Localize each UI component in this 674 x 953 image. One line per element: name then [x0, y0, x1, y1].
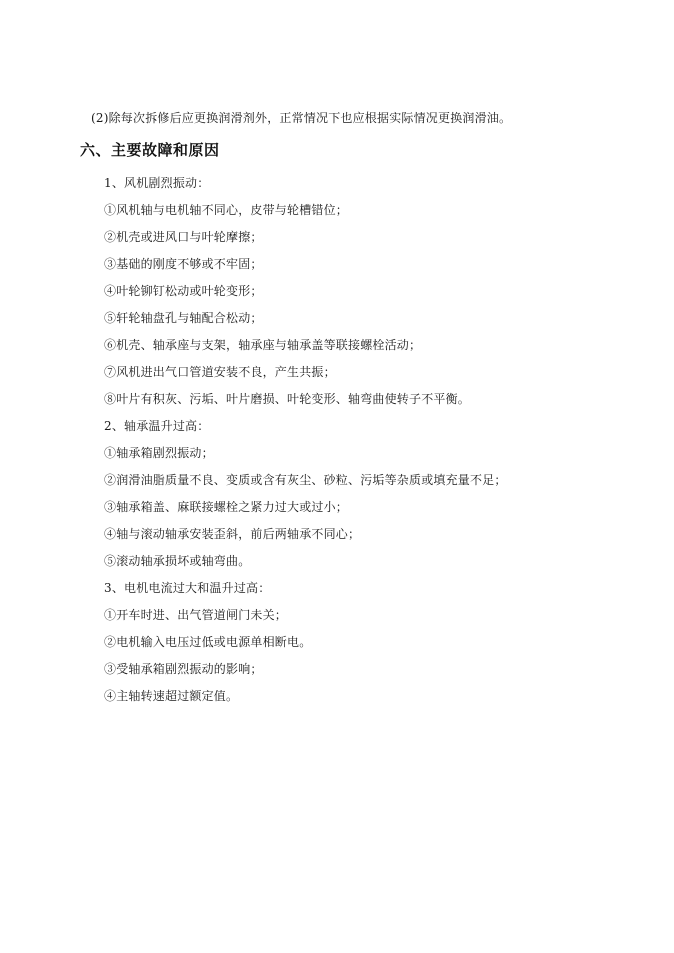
list-item: ①风机轴与电机轴不同心，皮带与轮槽错位； [104, 203, 349, 217]
list-item: ⑤滚动轴承损坏或轴弯曲。 [104, 554, 251, 568]
list-item: ④主轴转速超过额定值。 [104, 689, 239, 703]
group-heading-motor-current: 3、电机电流过大和温升过高： [104, 581, 271, 595]
section-title: 六、主要故障和原因 [80, 141, 220, 159]
list-item: ③基础的刚度不够或不牢固； [104, 257, 263, 271]
list-item: ⑦风机进出气口管道安装不良，产生共振； [104, 365, 336, 379]
list-item: ⑧叶片有积灰、污垢、叶片磨损、叶轮变形、轴弯曲使转子不平衡。 [104, 392, 471, 406]
list-item: ②润滑油脂质量不良、变质或含有灰尘、砂粒、污垢等杂质或填充量不足； [104, 473, 507, 487]
group-heading-bearing-temperature: 2、轴承温升过高： [104, 419, 210, 433]
intro-note: (2)除每次拆修后应更换润滑剂外，正常情况下也应根据实际情况更换润滑油。 [91, 111, 512, 125]
list-item: ③轴承箱盖、麻联接螺栓之紧力过大或过小； [104, 500, 349, 514]
list-item: ⑥机壳、轴承座与支架，轴承座与轴承盖等联接螺栓活动； [104, 338, 422, 352]
list-item: ①开车时进、出气管道闸门未关； [104, 608, 288, 622]
list-item: ②机壳或进风口与叶轮摩擦； [104, 230, 263, 244]
list-item: ①轴承箱剧烈振动； [104, 446, 214, 460]
list-item: ⑤轩轮轴盘孔与轴配合松动； [104, 311, 263, 325]
list-item: ④叶轮铆钉松动或叶轮变形； [104, 284, 263, 298]
group-heading-vibration: 1、风机剧烈振动： [104, 176, 210, 190]
list-item: ③受轴承箱剧烈振动的影响； [104, 662, 263, 676]
list-item: ②电机输入电压过低或电源单相断电。 [104, 635, 312, 649]
list-item: ④轴与滚动轴承安装歪斜，前后两轴承不同心； [104, 527, 361, 541]
